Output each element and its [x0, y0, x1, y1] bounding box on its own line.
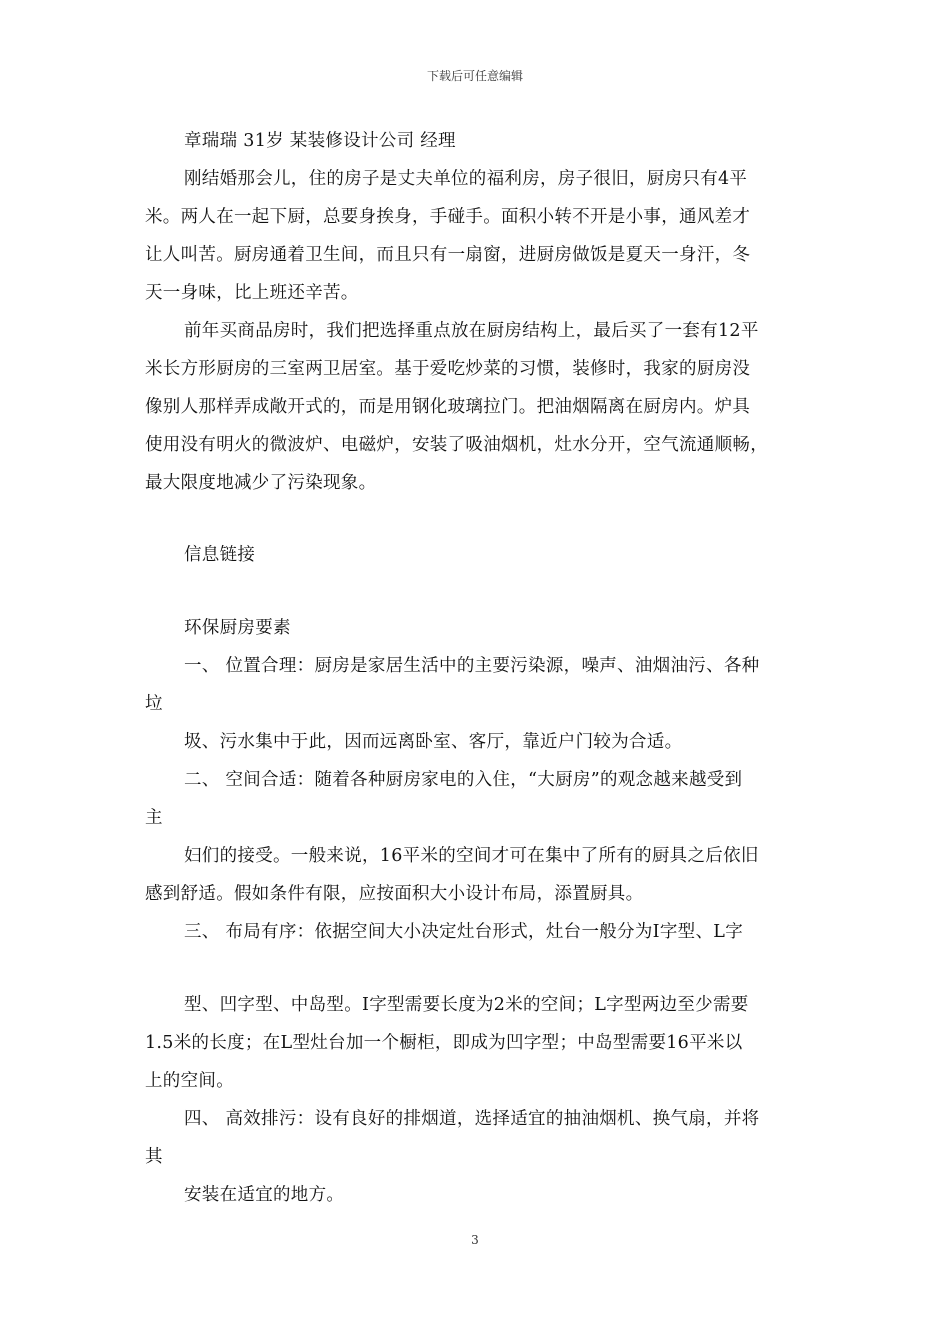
text-line: 四、 高效排污：设有良好的排烟道，选择适宜的抽油烟机、换气扇，并将 — [184, 1109, 760, 1129]
text-line: 天一身味，比上班还辛苦。 — [145, 283, 359, 303]
text-line: 其 — [145, 1147, 163, 1167]
text-line: 感到舒适。假如条件有限，应按面积大小设计布局，添置厨具。 — [145, 884, 644, 904]
text-line: 米。两人在一起下厨，总要身挨身，手碰手。面积小转不开是小事，通风差才 — [145, 207, 751, 227]
text-line: 前年买商品房时，我们把选择重点放在厨房结构上，最后买了一套有12平 — [184, 321, 759, 341]
info-link-heading: 信息链接 — [184, 545, 256, 565]
text-line: 让人叫苦。厨房通着卫生间，而且只有一扇窗，进厨房做饭是夏天一身汗，冬 — [145, 245, 751, 265]
text-line: 型、凹字型、中岛型。I字型需要长度为2米的空间；L字型两边至少需要 — [184, 995, 749, 1015]
page-number: 3 — [471, 1233, 479, 1247]
text-line: 一、 位置合理：厨房是家居生活中的主要污染源，噪声、油烟油污、各种 — [184, 656, 760, 676]
section-title: 环保厨房要素 — [184, 618, 291, 638]
text-line: 三、 布局有序：依据空间大小决定灶台形式，灶台一般分为I字型、L字 — [184, 922, 743, 942]
text-line: 最大限度地减少了污染现象。 — [145, 473, 377, 493]
text-line: 上的空间。 — [145, 1071, 234, 1091]
text-line: 妇们的接受。一般来说，16平米的空间才可在集中了所有的厨具之后依旧 — [184, 846, 759, 866]
text-line: 二、 空间合适：随着各种厨房家电的入住，“大厨房”的观念越来越受到 — [184, 770, 743, 790]
text-line: 安装在适宜的地方。 — [184, 1185, 345, 1205]
text-line: 使用没有明火的微波炉、电磁炉，安装了吸油烟机，灶水分开，空气流通顺畅， — [145, 435, 768, 455]
text-line: 1.5米的长度；在L型灶台加一个橱柜，即成为凹字型；中岛型需要16平米以 — [145, 1033, 743, 1053]
byline: 章瑞瑞 31岁 某装修设计公司 经理 — [184, 131, 456, 151]
text-line: 米长方形厨房的三室两卫居室。基于爱吃炒菜的习惯，装修时，我家的厨房没 — [145, 359, 751, 379]
text-line: 像别人那样弄成敞开式的，而是用钢化玻璃拉门。把油烟隔离在厨房内。炉具 — [145, 397, 751, 417]
page-header: 下载后可任意编辑 — [426, 69, 523, 83]
text-line: 垃 — [145, 694, 163, 714]
text-line: 刚结婚那会儿，住的房子是丈夫单位的福利房，房子很旧，厨房只有4平 — [184, 169, 748, 189]
text-line: 主 — [145, 808, 163, 828]
text-line: 圾、污水集中于此，因而远离卧室、客厅，靠近户门较为合适。 — [184, 732, 683, 752]
